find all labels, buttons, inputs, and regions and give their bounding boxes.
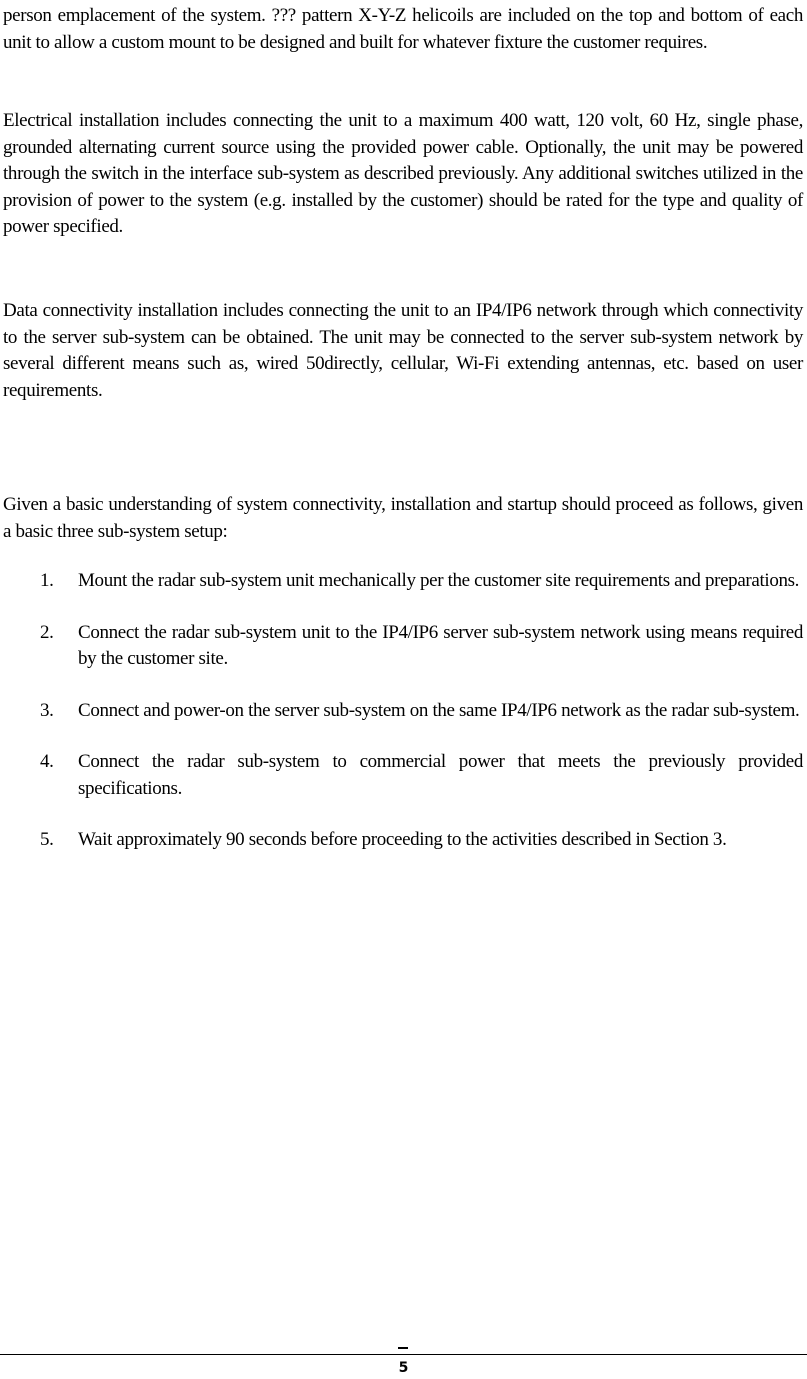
page-number: 5 [398, 1360, 409, 1376]
startup-steps-list [3, 568, 803, 879]
list-item [3, 827, 803, 854]
list-item [3, 568, 803, 595]
step-text: Connect the radar sub-system unit to the IP4/IP6 server sub-system network using means required by the customer site. [78, 621, 803, 669]
step-number: 2. [40, 621, 54, 643]
footer-mark [398, 1347, 408, 1349]
list-item [3, 698, 803, 725]
footer-divider [0, 1354, 807, 1355]
paragraph-mounting: person emplacement of the system. ??? pattern X-Y-Z helicoils are included on the top and bottom of each unit to allow a custom mount to be designed and built for whatever fixture the customer requires. [3, 5, 803, 53]
step-number: 1. [40, 570, 54, 591]
paragraph-data-connectivity: Data connectivity installation includes connecting the unit to an IP4/IP6 network through which connectivity to the server sub-system can be obtained. The unit may be connected to the server sub-system network by several different means such as, wired 50directly, cellular, Wi-Fi extending antennas, etc. based on user requirements. [3, 300, 803, 401]
step-text: Connect and power-on the server sub-system on the same IP4/IP6 network as the radar sub-system. [78, 699, 800, 721]
step-text: Connect the radar sub-system to commercial power that meets the previously provided specifications. [78, 751, 803, 799]
step-text: Mount the radar sub-system unit mechanically per the customer site requirements and preparations. [78, 570, 800, 591]
list-item [3, 620, 803, 673]
step-number: 5. [40, 829, 54, 850]
step-text: Wait approximately 90 seconds before proceeding to the activities described in Section 3. [78, 829, 727, 850]
list-item [3, 749, 803, 802]
paragraph-startup-intro: Given a basic understanding of system connectivity, installation and startup should proceed as follows, given a basic three sub-system setup: [3, 494, 803, 542]
paragraph-electrical-installation: Electrical installation includes connecting the unit to a maximum 400 watt, 120 volt, 60 Hz, single phase, grounded alternating current source using the provided power cable. Optionally, the unit may be powered through the switch in the interface sub-system as described previously. Any additional switches utilized in the provision of power to the system (e.g. installed by the customer) should be rated for the type and quality of power specified. [3, 110, 803, 237]
step-number: 3. [40, 699, 54, 721]
step-number: 4. [40, 751, 54, 772]
